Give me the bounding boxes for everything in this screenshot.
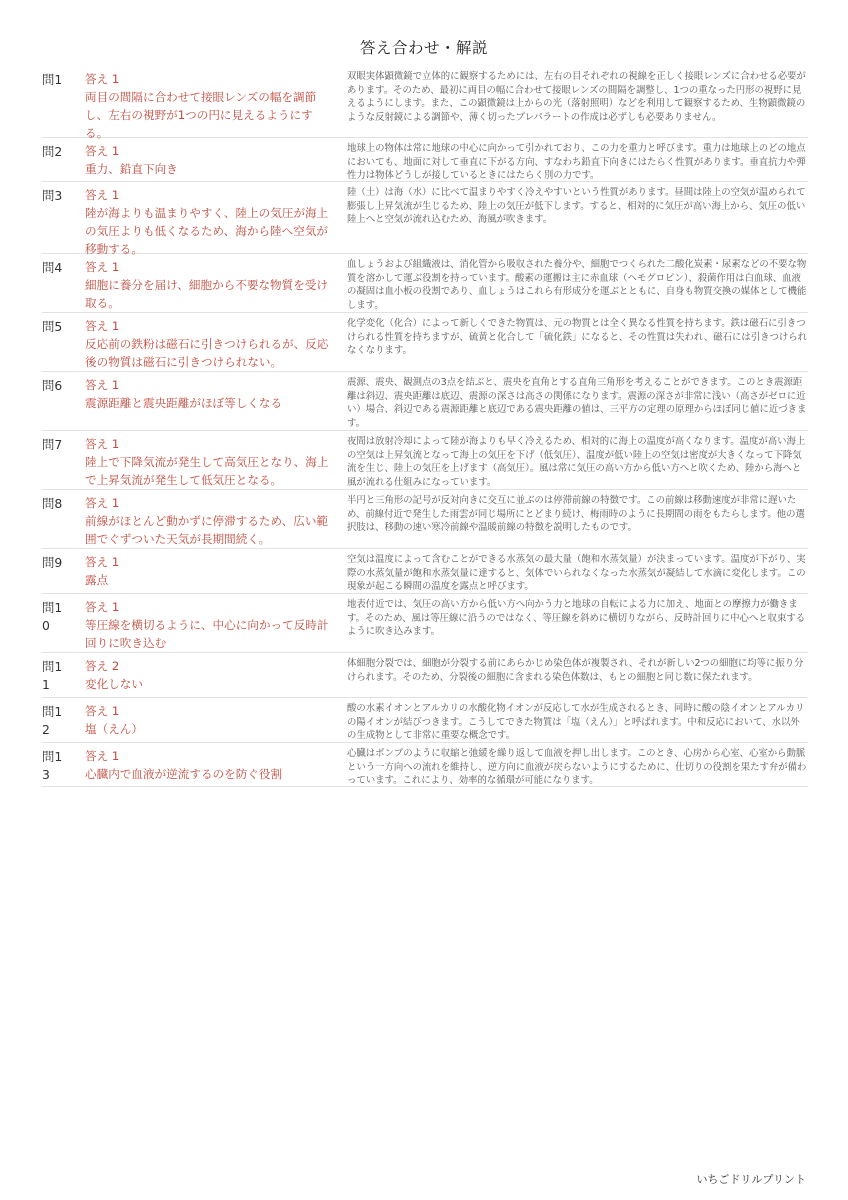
page-title: 答え合わせ・解説 <box>359 39 488 57</box>
answer-label: 答え 1 <box>85 437 120 451</box>
answer-label: 答え 1 <box>85 600 120 614</box>
answer-text: 露点 <box>85 573 109 587</box>
answer-row <box>42 372 808 431</box>
answer-cell <box>85 70 333 140</box>
answer-row <box>42 549 808 594</box>
answer-label: 答え 1 <box>85 319 120 333</box>
answer-cell <box>85 494 333 548</box>
question-number: 問12 <box>42 704 63 737</box>
answer-label: 答え 1 <box>85 749 120 763</box>
answer-text: 反応前の鉄粉は磁石に引きつけられるが、反応後の物質は磁石に引きつけられない。 <box>85 337 329 369</box>
answer-row <box>42 66 808 138</box>
answer-label: 答え 1 <box>85 144 120 158</box>
answer-text: 重力、鉛直下向き <box>85 162 178 176</box>
answer-row <box>42 490 808 549</box>
answer-cell <box>85 435 333 489</box>
answer-row <box>42 653 808 698</box>
explanation-text: 体細胞分裂では、細胞が分裂する前にあらかじめ染色体が複製され、それが新しい2つの細胞に均等に振り分けられます。そのため、分裂後の細胞に含まれる染色体数は、もとの細胞と同じ数に保たれます。 <box>347 658 804 683</box>
answer-row <box>42 138 808 182</box>
question-number: 問10 <box>42 600 63 633</box>
answer-cell <box>85 657 333 697</box>
answer-row <box>42 182 808 254</box>
explanation-text: 双眼実体顕微鏡で立体的に観察するためには、左右の目それぞれの視線を正しく接眼レンズに合わせる必要があります。そのため、最初に両目の幅に合わせて接眼レンズの間隔を調整し、1つの重なった円形の視野に見えるようにします。また、この顕微鏡は上からの光（落射照明）などを利用して観察するため、生物顕微鏡のような反射鏡による調節や、薄く切ったプレパラートの作成は必ずしも必要ありません。 <box>347 71 806 123</box>
answer-text: 変化しない <box>85 677 143 691</box>
answer-text: 震源距離と震央距離がほぼ等しくなる <box>85 396 283 410</box>
answer-text: 等圧線を横切るように、中心に向かって反時計回りに吹き込む <box>85 618 329 650</box>
answer-label: 答え 1 <box>85 260 120 274</box>
answer-label: 答え 1 <box>85 555 120 569</box>
explanation-text: 空気は温度によって含むことができる水蒸気の最大量（飽和水蒸気量）が決まっています。温度が下がり、実際の水蒸気量が飽和水蒸気量に達すると、気体でいられなくなった水蒸気が凝結して水滴に変化します。この現象が起こる瞬間の温度を露点と呼びます。 <box>347 554 806 593</box>
answer-row <box>42 743 808 787</box>
question-number: 問8 <box>42 496 63 511</box>
question-number: 問3 <box>42 188 63 203</box>
question-number: 問7 <box>42 437 63 452</box>
answer-row <box>42 431 808 490</box>
explanation-text: 地球上の物体は常に地球の中心に向かって引かれており、この力を重力と呼びます。重力は地球上のどの地点においても、地面に対して垂直に下がる方向、すなわち鉛直下向きにはたらく性質があります。垂直抗力や弾性力は物体どうしが接しているときにはたらく別の力です。 <box>347 143 806 181</box>
answer-label: 答え 1 <box>85 378 120 392</box>
answer-row <box>42 594 808 653</box>
answer-text: 前線がほとんど動かずに停滞するため、広い範囲でぐずついた天気が長期間続く。 <box>85 514 329 546</box>
explanation-text: 地表付近では、気圧の高い方から低い方へ向かう力と地球の自転による力に加え、地面との摩擦力が働きます。そのため、風は等圧線に沿うのではなく、等圧線を斜めに横切りながら、反時計回りに中心へと収束するように吹き込みます。 <box>347 599 806 638</box>
explanation-text: 半円と三角形の記号が反対向きに交互に並ぶのは停滞前線の特徴です。この前線は移動速度が非常に遅いため、前線付近で発生した雨雲が同じ場所にとどまり続け、梅雨時のように長期間の雨をもたらします。他の選択肢は、移動の速い寒冷前線や温暖前線の特徴を説明したものです。 <box>347 495 805 534</box>
answer-cell <box>85 553 333 593</box>
question-number: 問5 <box>42 319 63 334</box>
explanation-text: 陸（土）は海（水）に比べて温まりやすく冷えやすいという性質があります。昼間は陸上の空気が温められて膨張し上昇気流が生じるため、陸上の気圧が低下します。すると、相対的に気圧が高い海上から、気圧の低い陸上へと空気が流れ込むため、海風が吹きます。 <box>347 187 806 226</box>
question-number: 問2 <box>42 144 63 159</box>
answer-cell <box>85 186 333 256</box>
explanation-text: 酸の水素イオンとアルカリの水酸化物イオンが反応して水が生成されるとき、同時に酸の陰イオンとアルカリの陽イオンが結びつきます。こうしてできた物質は「塩（えん）」と呼ばれます。中和反応において、水以外の生成物として非常に重要な概念です。 <box>347 703 805 742</box>
answer-row <box>42 698 808 743</box>
explanation-text: 化学変化（化合）によって新しくできた物質は、元の物質とは全く異なる性質を持ちます。鉄は磁石に引きつけられる性質を持ちますが、硫黄と化合して「硫化鉄」になると、その性質は失われ、磁石には引きつけられなくなります。 <box>347 318 807 357</box>
question-number: 問6 <box>42 378 63 393</box>
question-number: 問9 <box>42 555 63 570</box>
answer-text: 心臓内で血液が逆流するのを防ぐ役割 <box>85 767 283 781</box>
answer-label: 答え 1 <box>85 72 120 86</box>
answer-text: 陸が海よりも温まりやすく、陸上の気圧が海上の気圧よりも低くなるため、海から陸へ空気が移動する。 <box>85 206 329 256</box>
answer-cell <box>85 747 333 786</box>
answer-text: 陸上で下降気流が発生して高気圧となり、海上で上昇気流が発生して低気圧となる。 <box>85 455 329 487</box>
answer-label: 答え 1 <box>85 188 120 202</box>
answer-label: 答え 2 <box>85 659 120 673</box>
question-number: 問4 <box>42 260 63 275</box>
answer-text: 塩（えん） <box>85 722 143 736</box>
answer-cell <box>85 702 333 742</box>
answer-cell <box>85 376 333 430</box>
answer-cell <box>85 142 333 181</box>
footer-brand: いちごドリルプリント <box>696 1173 806 1186</box>
answer-cell <box>85 317 333 371</box>
question-number: 問1 <box>42 72 63 87</box>
answer-label: 答え 1 <box>85 496 120 510</box>
answer-text: 両目の間隔に合わせて接眼レンズの幅を調節し、左右の視野が1つの円に見えるようにする。 <box>85 90 317 140</box>
explanation-text: 血しょうおよび組織液は、消化管から吸収された養分や、細胞でつくられた二酸化炭素・尿素などの不要な物質を溶かして運ぶ役割を持っています。酸素の運搬は主に赤血球（ヘモグロビン）、殺菌作用は白血球、血液の凝固は血小板の役割であり、血しょうはこれら有形成分を運ぶとともに、自身も物質交換の媒体として機能します。 <box>347 259 807 311</box>
answer-text: 細胞に養分を届け、細胞から不要な物質を受け取る。 <box>85 278 329 310</box>
answer-row <box>42 313 808 372</box>
question-number: 問11 <box>42 659 63 692</box>
answer-list <box>42 66 808 787</box>
answer-cell <box>85 598 333 652</box>
question-number: 問13 <box>42 749 63 782</box>
answer-label: 答え 1 <box>85 704 120 718</box>
answer-cell <box>85 258 333 312</box>
answer-row <box>42 254 808 313</box>
explanation-text: 心臓はポンプのように収縮と弛緩を繰り返して血液を押し出します。このとき、心房から心室、心室から動脈という一方向への流れを維持し、逆方向に血液が戻らないようにするために、仕切りの役割を果たす弁が備わっています。これにより、効率的な循環が可能になります。 <box>347 748 807 786</box>
explanation-text: 夜間は放射冷却によって陸が海よりも早く冷えるため、相対的に海上の温度が高くなります。温度が高い海上の空気は上昇気流となって海上の気圧を下げ（低気圧）、温度が低い陸上の空気は密度が大きくなって下降気流を生じ、陸上の気圧を上げます（高気圧）。風は常に気圧の高い方から低い方へと吹くため、陸から海へと風が流れる仕組みになっています。 <box>347 436 806 488</box>
explanation-text: 震源、震央、観測点の3点を結ぶと、震央を直角とする直角三角形を考えることができます。このとき震源距離は斜辺、震央距離は底辺、震源の深さは高さの関係になります。震源の深さが非常に浅い（高さがゼロに近い）場合、斜辺である震源距離と底辺である震央距離の値は、三平方の定理の原理からほぼ同じ値に近づきます。 <box>347 377 807 429</box>
